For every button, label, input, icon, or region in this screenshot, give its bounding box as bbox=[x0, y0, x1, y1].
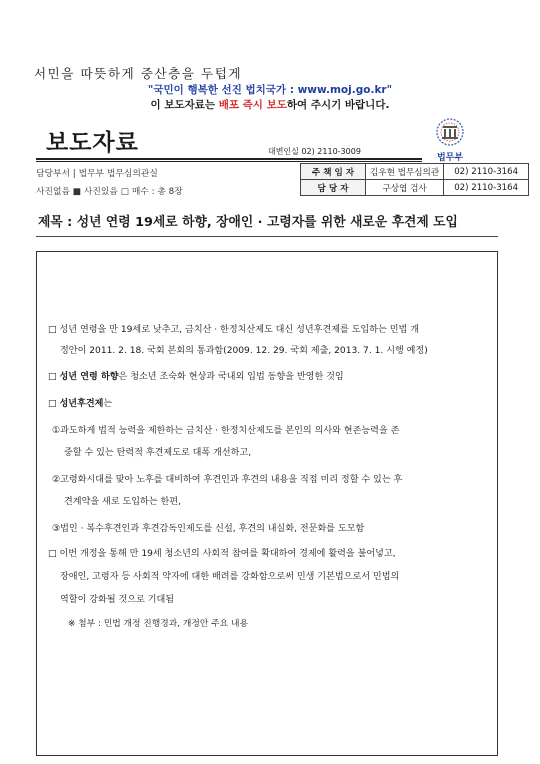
paragraph-3-bold: 성년후견제 bbox=[59, 399, 104, 409]
nation-slogan: "국민이 행복한 선진 법치국가 : www.moj.go.kr" bbox=[147, 84, 393, 96]
request-highlight: 배포 즉시 보도 bbox=[218, 99, 287, 111]
page-count: 매수 : 총 8장 bbox=[131, 187, 183, 197]
staff-label: 담 당 자 bbox=[301, 180, 366, 196]
photo-none: 사진없음 ■ bbox=[36, 187, 82, 197]
paragraph-3-rest: 는 bbox=[103, 399, 113, 409]
subject-title: 제목 : 성년 연령 19세로 하향, 장애인 · 고령자를 위한 새로운 후견제 도입 bbox=[38, 215, 458, 230]
item-1-line-2: 중할 수 있는 탄력적 후견제도로 대폭 개선하고, bbox=[64, 448, 252, 458]
photo-line bbox=[36, 184, 183, 197]
item-1-line-1: ①과도하게 법적 능력을 제한하는 금치산 · 한정치산제도를 본인의 의사와 현존능력을 존 bbox=[52, 426, 400, 436]
title-rule-thin bbox=[36, 161, 422, 162]
paragraph-2-prefix: □ bbox=[48, 372, 60, 382]
paragraph-1-line-2: 정안이 2011. 2. 18. 국회 본회의 통과함(2009. 12. 29. 국회 제출, 2013. 7. 1. 시행 예정) bbox=[60, 346, 428, 356]
slogan: 서민을 따뜻하게 중산층을 두텁게 bbox=[34, 66, 243, 81]
item-2-line-1: ②고령화시대를 맞아 노후를 대비하여 후견인과 후견의 내용을 직접 미리 정할 수 있는 후 bbox=[52, 475, 403, 485]
subject-rule bbox=[36, 236, 498, 237]
table-row bbox=[301, 180, 529, 196]
doc-title: 보도자료 bbox=[46, 130, 139, 156]
chief-label: 주 책 임 자 bbox=[301, 164, 366, 180]
attachment-note: ※ 첨부 : 민법 개정 진행경과, 개정안 주요 내용 bbox=[68, 619, 248, 629]
paragraph-2-rest: 은 청소년 조숙화 현상과 국내외 입법 동향을 반영한 것임 bbox=[118, 372, 344, 382]
logo-text: 법무부 bbox=[436, 153, 464, 163]
spokesperson-contact: 대변인실 02) 2110-3009 bbox=[268, 147, 361, 156]
item-2-line-2: 견계약을 새로 도입하는 한편, bbox=[64, 497, 181, 507]
paragraph-1-line-1: □ 성년 연령을 만 19세로 낮추고, 금치산 · 한정치산제도 대신 성년후견제를 도입하는 민법 개 bbox=[48, 325, 419, 335]
paragraph-3 bbox=[48, 394, 492, 415]
photo-some: 사진있음 □ bbox=[83, 187, 130, 197]
paragraph-2 bbox=[48, 367, 492, 388]
paragraph-4-line-3: 역할이 강화될 것으로 기대됨 bbox=[60, 595, 175, 605]
paragraph-2-bold: 성년 연령 하향 bbox=[59, 372, 119, 382]
paragraph-4-line-1: □ 이번 개정을 통해 만 19세 청소년의 사회적 참여를 확대하여 경제에 활력을 불어넣고, bbox=[48, 549, 396, 559]
request-prefix: 이 보도자료는 bbox=[150, 99, 219, 111]
release-request bbox=[0, 97, 540, 112]
item-3: ③법인 · 복수후견인과 후견감독인제도를 신설, 후견의 내실화, 전문화를 도모함 bbox=[52, 524, 365, 534]
staff-name: 구상엽 검사 bbox=[366, 180, 444, 196]
contact-table bbox=[300, 163, 529, 196]
paragraph-3-prefix: □ bbox=[48, 399, 60, 409]
request-suffix: 하여 주시기 바랍니다. bbox=[286, 99, 390, 111]
title-rule bbox=[36, 158, 422, 160]
paragraph-4-line-2: 장애인, 고령자 등 사회적 약자에 대한 배려를 강화함으로써 민생 기본법으로서 민법의 bbox=[60, 572, 400, 582]
dept-label: 담당부서 bbox=[36, 169, 70, 179]
chief-name: 김우현 법무심의관 bbox=[366, 164, 444, 180]
staff-phone: 02) 2110-3164 bbox=[444, 180, 529, 196]
dept-value: 법무부 법무심의관실 bbox=[78, 169, 158, 179]
table-row bbox=[301, 164, 529, 180]
chief-phone: 02) 2110-3164 bbox=[444, 164, 529, 180]
department-line: 담당부서 | 법무부 법무심의관실 bbox=[36, 169, 158, 179]
